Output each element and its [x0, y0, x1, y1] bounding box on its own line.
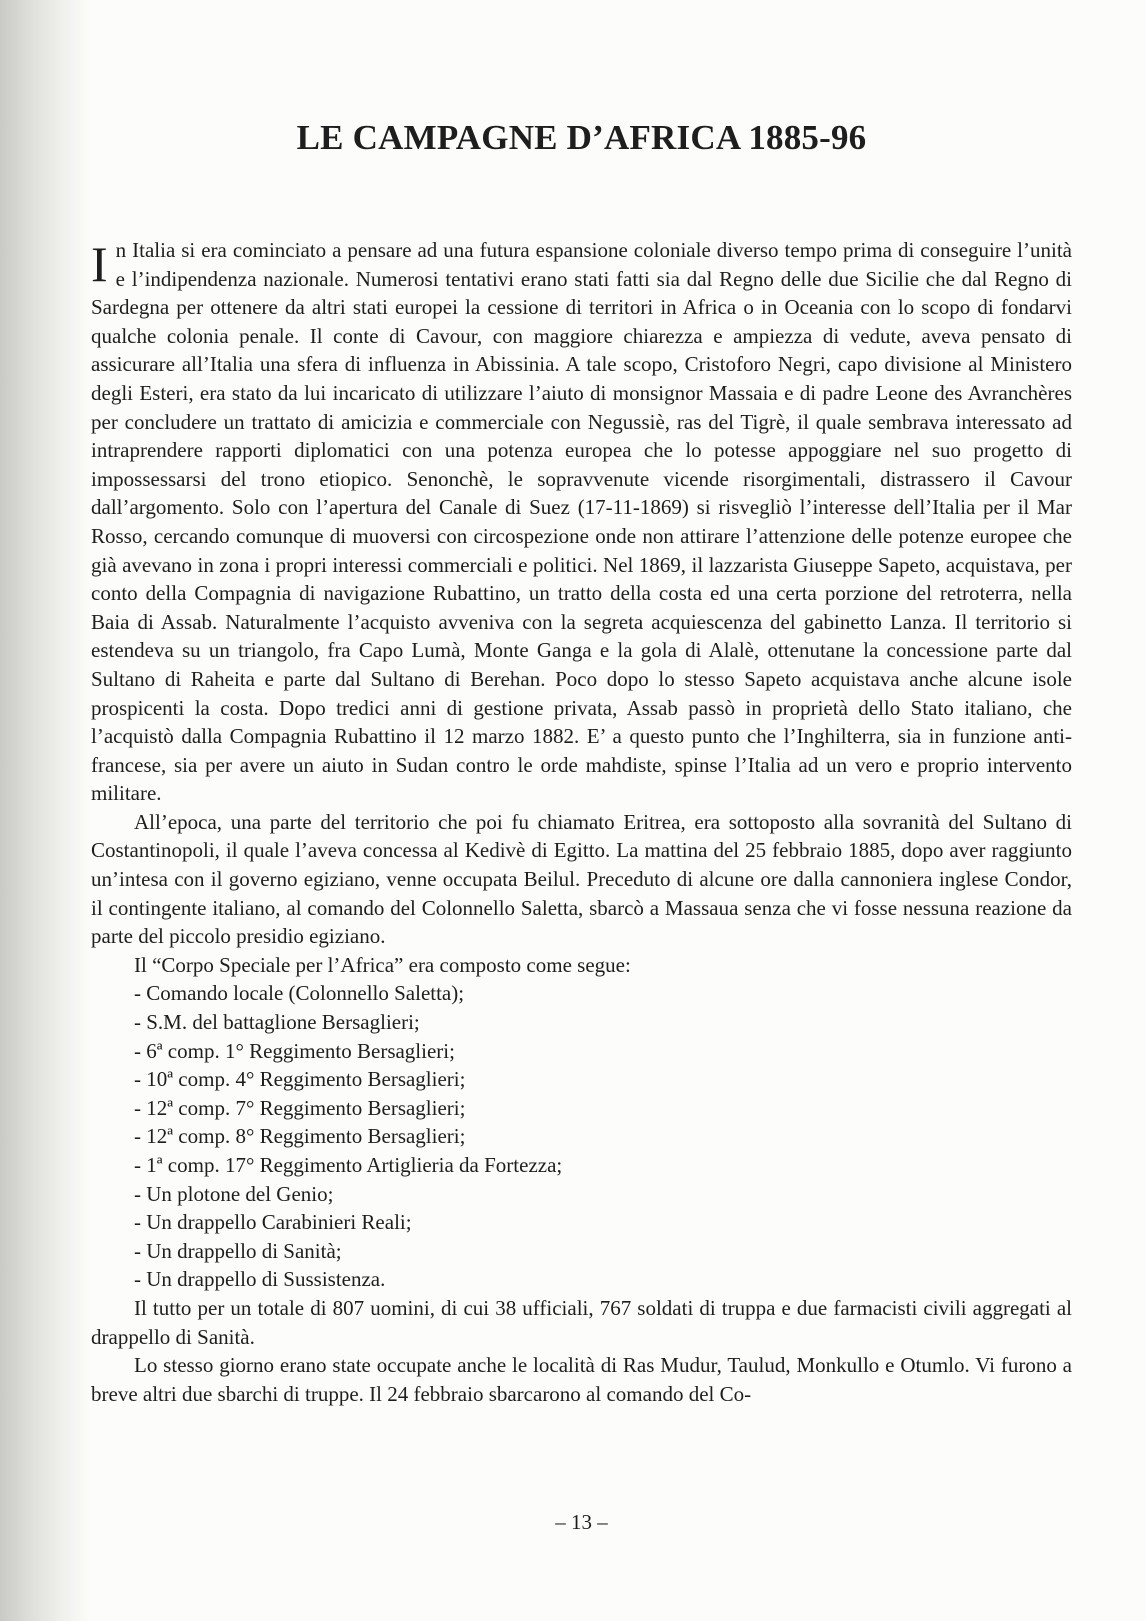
- page-number: – 13 –: [555, 1510, 608, 1534]
- paragraph-total: Il tutto per un totale di 807 uomini, di cui 38 ufficiali, 767 soldati di truppa e due farmacisti civili aggregati al drappello di Sanità.: [91, 1295, 1072, 1349]
- list-intro: Il “Corpo Speciale per l’Africa” era composto come segue:: [134, 952, 631, 977]
- list-item: - Un drappello di Sanità;: [134, 1238, 342, 1263]
- scan-edge-shadow: [0, 0, 90, 1621]
- page-title: LE CAMPAGNE D’AFRICA 1885-96: [296, 118, 867, 157]
- list-item: - Un drappello di Sussistenza.: [134, 1267, 386, 1292]
- list-item: - Un plotone del Genio;: [134, 1181, 334, 1206]
- paragraph-landings: Lo stesso giorno erano state occupate anche le località di Ras Mudur, Taulud, Monkullo e Otumlo. Vi furono a breve altri due sbarchi di truppe. Il 24 febbraio sbarcarono al comando del Co-: [91, 1353, 1072, 1406]
- drop-cap: I: [91, 236, 108, 292]
- list-item: - 10ª comp. 4° Reggimento Bersaglieri;: [134, 1067, 466, 1092]
- list-item: - 1ª comp. 17° Reggimento Artiglieria da Fortezza;: [134, 1153, 563, 1177]
- list-item: - 6ª comp. 1° Reggimento Bersaglieri;: [134, 1038, 455, 1063]
- list-item: - Comando locale (Colonnello Saletta);: [134, 981, 465, 1006]
- list-item: - 12ª comp. 8° Reggimento Bersaglieri;: [134, 1124, 466, 1149]
- list-item: - 12ª comp. 7° Reggimento Bersaglieri;: [134, 1095, 466, 1120]
- corps-list: [91, 979, 1072, 1294]
- page: [91, 0, 1072, 1621]
- list-item: - Un drappello Carabinieri Reali;: [134, 1210, 412, 1235]
- paragraph-intro: [91, 236, 1072, 808]
- list-item: - S.M. del battaglione Bersaglieri;: [134, 1010, 420, 1035]
- body-text: [91, 236, 1072, 1408]
- paragraph-occupation: All’epoca, una parte del territorio che poi fu chiamato Eritrea, era sottoposto alla sovranità del Sultano di Costantinopoli, il quale l’aveva concessa al Kedivè di Egitto. La mattina del 25 febbraio 1885, dopo aver raggiunto un’intesa con il governo egiziano, venne occupata Beilul. Preceduto di alcune ore dalla cannoniera inglese Condor, il contingente italiano, al comando del Colonnello Saletta, sbarcò a Massaua senza che vi fosse nessuna reazione da parte del piccolo presidio egiziano.: [91, 809, 1072, 949]
- paragraph-intro-text: n Italia si era cominciato a pensare ad una futura espansione coloniale diverso tempo prima di conseguire l’unità e l’indipendenza nazionale. Numerosi tentativi erano stati fatti sia dal Regno delle due Sicilie che dal Regno di Sardegna per ottenere da altri stati europei la cessione di territori in Africa o in Oceania con lo scopo di fondarvi qualche colonia penale. Il conte di Cavour, con maggiore chiarezza e ampiezza di vedute, aveva pensato di assicurare all’Italia una sfera di influenza in Abissinia. A tale scopo, Cristoforo Negri, capo divisione al Ministero degli Esteri, era stato da lui incaricato di utilizzare l’aiuto di monsignor Massaia e di padre Leone des Avranchères per concludere un trattato di amicizia e commerciale con Negussiè, ras del Tigrè, il quale sembrava interessato ad intraprendere rapporti diplomatici con una potenza europea che lo potesse appoggiare nel suo progetto di impossessarsi del trono etiopico. Senonchè, le sopravvenute vicende risorgimentali, distrassero il Cavour dall’argomento. Solo con l’apertura del Canale di Suez (17-11-1869) si risvegliò l’interesse dell’Italia per il Mar Rosso, cercando comunque di muoversi con circospezione onde non attirare l’attenzione delle potenze europee che già avevano in zona i propri interessi commerciali e politici. Nel 1869, il lazzarista Giuseppe Sapeto, acquistava, per conto della Compagnia di navigazione Rubattino, un tratto della costa ed una certa porzione del retroterra, nella Baia di Assab. Naturalmente l’acquisto avveniva con la segreta acquiescenza del gabinetto Lanza. Il territorio si estendeva su un triangolo, fra Capo Lumà, Monte Ganga e la gola di Alalè, ottenutane la concessione parte dal Sultano di Raheita e parte dal Sultano di Berehan. Poco dopo lo stesso Sapeto acquistava anche alcune isole prospicenti la costa. Dopo tredici anni di gestione privata, Assab passò in proprietà dello Stato italiano, che l’acquistò dalla Compagnia Rubattino il 12 marzo 1882. E’ a questo punto che l’Inghilterra, sia in funzione anti-francese, sia per avere un aiuto in Sudan contro le orde mahdiste, spinse l’Italia ad un vero e proprio intervento militare.: [91, 238, 1072, 806]
